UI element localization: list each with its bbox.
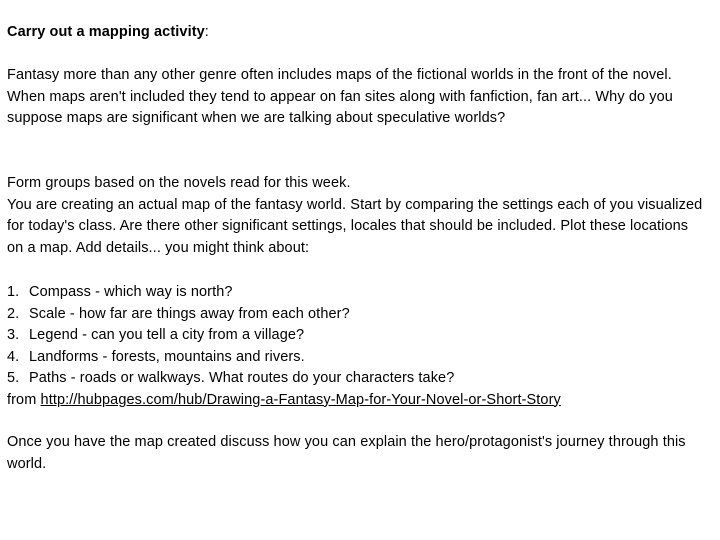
map-details-list (7, 282, 707, 411)
source-link[interactable]: http://hubpages.com/hub/Drawing-a-Fantasy-Map-for-Your-Novel-or-Short-Story (40, 391, 561, 408)
list-item-number: 2. (7, 305, 20, 322)
list-item-text: Scale - how far are things away from each other? (29, 305, 350, 322)
activity-heading-title: Carry out a mapping activity (7, 24, 205, 40)
activity-heading (7, 22, 707, 44)
closing-paragraph: Once you have the map created discuss how you can explain the hero/protagonist's journey through this world. (7, 434, 686, 472)
intro-paragraph: Fantasy more than any other genre often includes maps of the fictional worlds in the front of the novel. When maps aren't included they tend to appear on fan sites along with fanfiction, fan art... Why do you suppose maps are significant when we are talking about speculative worlds? (7, 67, 673, 126)
list-item-text: Paths - roads or walkways. What routes do your characters take? (29, 370, 455, 386)
list-item-text: Compass - which way is north? (29, 284, 233, 300)
list-item (7, 304, 707, 326)
list-item-text: Legend - can you tell a city from a village? (29, 327, 305, 343)
list-item (7, 282, 707, 304)
list-item (7, 325, 707, 347)
instructions-line-details: You are creating an actual map of the fantasy world. Start by comparing the settings each of you visualized for today's class. Are there other significant settings, locales that should be included. Plot these locations on a map. Add details... you might think about: (7, 196, 703, 256)
activity-heading-colon: : (204, 24, 209, 40)
list-item-number: 5. (7, 370, 20, 386)
list-item-number: 1. (7, 284, 20, 300)
instructions-line-groups: Form groups based on the novels read for this week. (7, 175, 351, 191)
source-line (7, 390, 707, 412)
list-item (7, 347, 707, 369)
instructions-paragraph (7, 173, 707, 259)
source-prefix: from (7, 391, 41, 408)
list-item-number: 4. (7, 348, 20, 365)
list-item-text: Landforms - forests, mountains and rivers. (29, 348, 305, 365)
list-item (7, 368, 707, 390)
list-item-number: 3. (7, 327, 20, 343)
